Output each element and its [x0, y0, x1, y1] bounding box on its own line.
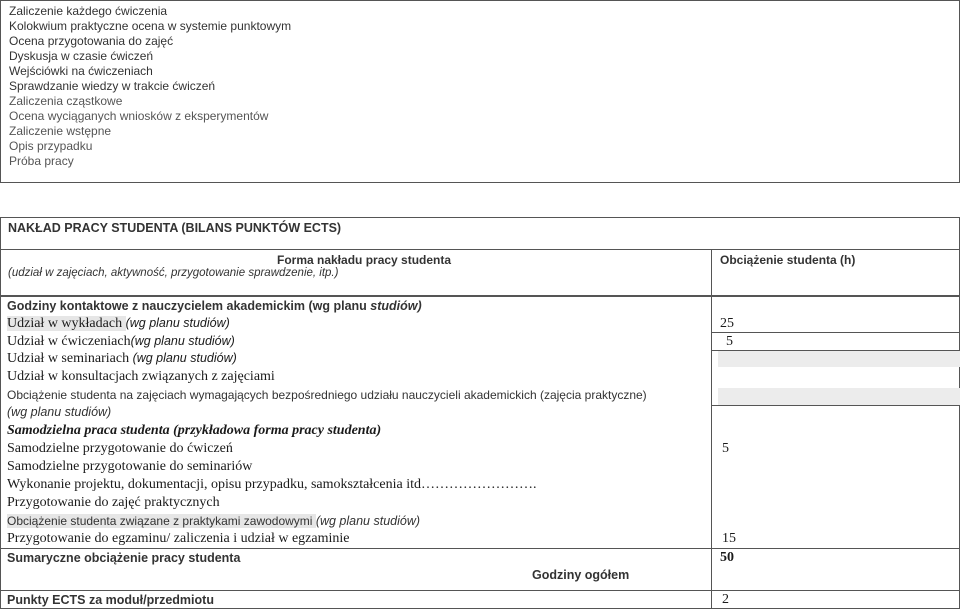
- row-total-load: [7, 551, 240, 565]
- row-label-italic: studiów): [370, 299, 422, 313]
- row-label-italic: (wg planu studiów): [315, 514, 421, 528]
- row-lectures: [7, 316, 230, 332]
- row-contact-hours: [7, 299, 422, 313]
- method-item: Próba pracy: [9, 154, 74, 168]
- method-item: Kolokwium praktyczne ocena w systemie punktowym: [9, 19, 292, 33]
- method-item: Zaliczenia cząstkowe: [9, 94, 123, 108]
- row-exercise-prep: [7, 441, 233, 457]
- row-exercises: [7, 334, 235, 350]
- method-item: Zaliczenie wstępne: [9, 124, 112, 138]
- value-exercises: 5: [726, 334, 733, 349]
- method-item: Ocena przygotowania do zajęć: [9, 34, 174, 48]
- row-divider: [0, 590, 960, 591]
- section-title-cell: [0, 217, 960, 250]
- row-internship: [7, 514, 420, 528]
- form-subtitle: (udział w zajęciach, aktywność, przygotowanie sprawdzenie, itp.): [8, 267, 339, 279]
- value-lectures: 25: [720, 316, 734, 331]
- row-label-italic: (wg planu studiów): [130, 334, 235, 348]
- row-ects: [7, 593, 214, 607]
- empty-cell: [718, 388, 960, 405]
- method-item: Wejściówki na ćwiczeniach: [9, 64, 153, 78]
- row-label: Przygotowanie do zajęć praktycznych: [7, 495, 220, 510]
- value-ects: 2: [722, 592, 729, 607]
- row-practical-classes-note: [7, 405, 111, 419]
- row-label: Przygotowanie do egzaminu/ zaliczenia i udział w egzaminie: [7, 531, 350, 546]
- row-label: Udział w ćwiczeniach: [7, 334, 131, 349]
- row-divider: [711, 405, 960, 406]
- row-project: [7, 477, 537, 493]
- row-consultations: [7, 369, 275, 385]
- row-label: Sumaryczne obciążenie pracy studenta: [7, 551, 241, 565]
- row-label: Punkty ECTS za moduł/przedmiotu: [7, 593, 214, 607]
- method-item: Ocena wyciąganych wniosków z eksperymentów: [9, 109, 269, 123]
- row-label: Samodzielne przygotowanie do ćwiczeń: [7, 441, 233, 456]
- value-total-hours: 50: [720, 550, 734, 565]
- value-exercise-prep: 5: [722, 441, 729, 456]
- row-label: Obciążenie studenta związane z praktykami zawodowymi: [7, 514, 316, 528]
- empty-cell: [718, 350, 960, 367]
- row-label: Godziny kontaktowe z nauczycielem akademickim (wg planu: [7, 299, 371, 313]
- row-label-italic: (wg planu studiów): [125, 316, 230, 330]
- row-divider: [711, 350, 960, 351]
- row-divider: [0, 548, 960, 549]
- method-item: Dyskusja w czasie ćwiczeń: [9, 49, 154, 63]
- row-independent-work: [7, 423, 381, 439]
- row-label: Samodzielna praca studenta (przykładowa forma pracy studenta): [7, 423, 382, 438]
- row-label-italic: (wg planu studiów): [7, 405, 112, 419]
- row-label: Wykonanie projektu, dokumentacji, opisu przypadku, samokształcenia itd…………………….: [7, 477, 537, 492]
- table-header-row: [0, 249, 960, 296]
- value-column-divider: [711, 296, 712, 609]
- row-label-italic: (wg planu studiów): [132, 351, 237, 365]
- row-label: Udział w wykładach: [7, 316, 126, 331]
- method-item: Opis przypadku: [9, 139, 93, 153]
- assessment-methods-box: [0, 0, 960, 183]
- total-hours-label: Godziny ogółem: [532, 568, 630, 582]
- value-exam-prep: 15: [722, 531, 736, 546]
- row-seminar-prep: [7, 459, 252, 475]
- row-label: Udział w seminariach: [7, 351, 133, 366]
- row-divider: [711, 332, 960, 333]
- row-practical-prep: [7, 495, 220, 511]
- method-item: Zaliczenie każdego ćwiczenia: [9, 4, 168, 18]
- row-label: Udział w konsultacjach związanych z zajęciami: [7, 369, 275, 384]
- load-title: Obciążenie studenta (h): [720, 253, 856, 267]
- form-title: Forma nakładu pracy studenta: [277, 253, 452, 267]
- row-seminars: [7, 351, 237, 367]
- row-practical-classes: [7, 388, 647, 402]
- row-label: Obciążenie studenta na zajęciach wymagających bezpośredniego udziału nauczycieli akademickich (zajęcia praktyczne): [7, 388, 647, 402]
- section-title: NAKŁAD PRACY STUDENTA (BILANS PUNKTÓW ECTS): [8, 221, 342, 235]
- row-label: Samodzielne przygotowanie do seminariów: [7, 459, 253, 474]
- row-exam-prep: [7, 531, 349, 547]
- method-item: Sprawdzanie wiedzy w trakcie ćwiczeń: [9, 79, 216, 93]
- header-divider: [711, 249, 712, 296]
